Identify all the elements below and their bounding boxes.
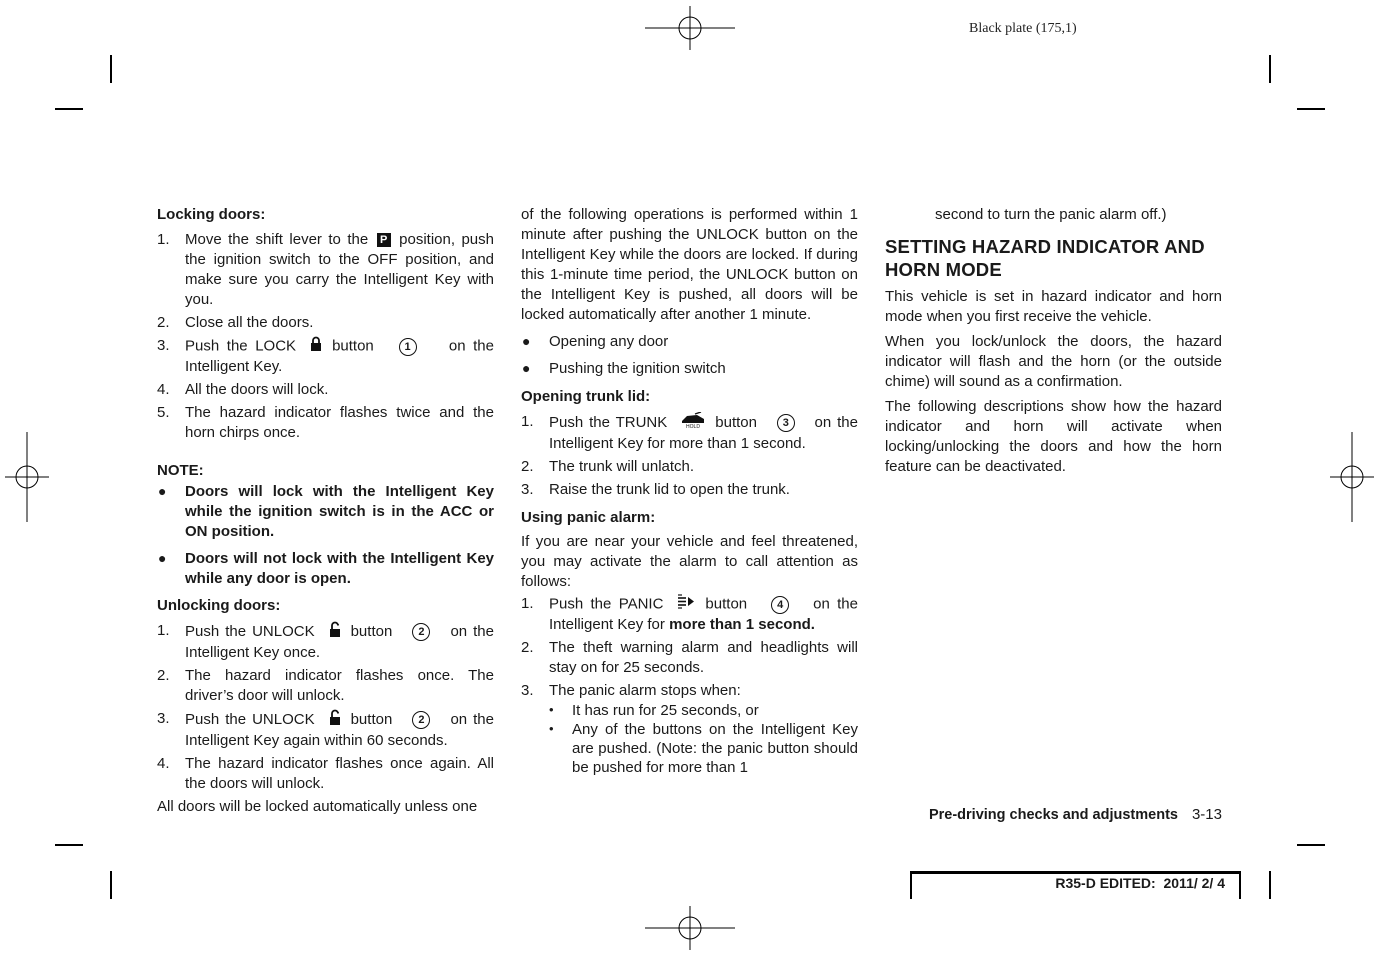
step-number: 5. — [157, 404, 170, 421]
step-number: 1. — [521, 413, 534, 430]
registration-mark-left — [5, 432, 49, 522]
plate-label: Black plate (175,1) — [969, 21, 1077, 36]
note-text: Doors will not lock with the Intelligent Key while any door is open. — [185, 550, 494, 587]
step-number: 4. — [157, 755, 170, 772]
paragraph: When you lock/unlock the doors, the hazard indicator will flash and the horn (or the outside chime) will sound as a confirmation. — [885, 333, 1222, 390]
registration-mark-top — [645, 6, 735, 50]
step-text: button — [350, 710, 393, 728]
step-text: button — [332, 337, 374, 355]
unlocking-heading: Unlocking doors: — [157, 597, 281, 614]
paragraph: This vehicle is set in hazard indicator and horn mode when you first receive the vehicle. — [885, 288, 1222, 325]
note-text: Doors will lock with the Intelligent Key while the ignition switch is in the ACC or ON position. — [185, 483, 494, 540]
step-text: on the Intelligent Key for — [549, 595, 858, 633]
step-text: on the Intelligent Key again within 60 seconds. — [185, 710, 494, 749]
list-item — [157, 230, 494, 310]
crop-mark — [1297, 844, 1325, 846]
auto-lock-text: All doors will be locked automatically unless one — [157, 798, 478, 815]
step-text: Push the UNLOCK — [185, 710, 315, 728]
list-item — [157, 336, 494, 377]
lock-icon — [310, 336, 322, 357]
step-number: 1. — [521, 595, 534, 612]
panic-icon — [677, 594, 695, 615]
list-item — [521, 681, 858, 777]
note-heading: NOTE: — [157, 462, 204, 479]
bullet-icon: • — [549, 702, 554, 717]
list-item — [549, 720, 858, 777]
bullet-text: Pushing the ignition switch — [549, 360, 726, 377]
list-item — [157, 403, 494, 443]
step-text: Raise the trunk lid to open the trunk. — [549, 481, 790, 498]
hold-label: HOLD — [686, 424, 701, 428]
list-item — [521, 359, 858, 379]
panic-stop-list — [549, 701, 858, 777]
list-item — [157, 666, 494, 706]
step-number: 2. — [521, 639, 534, 656]
list-item — [157, 313, 494, 333]
registration-mark-bottom — [645, 906, 735, 950]
trunk-heading: Opening trunk lid: — [521, 388, 651, 405]
list-item — [157, 621, 494, 663]
bullet-icon: ● — [522, 360, 531, 376]
step-emphasis: more than 1 second. — [669, 616, 815, 633]
list-item — [521, 638, 858, 678]
park-position-icon: P — [377, 233, 391, 247]
panic-intro: If you are near your vehicle and feel threatened, you may activate the alarm to call attention as follows: — [521, 533, 858, 590]
page-number: 3-13 — [1191, 806, 1222, 823]
section-name: Pre-driving checks and adjustments — [928, 807, 1178, 823]
step-number: 2. — [521, 458, 534, 475]
edited-box — [910, 871, 1241, 899]
step-number: 1. — [157, 231, 170, 248]
step-text: The theft warning alarm and headlights will stay on for 25 seconds. — [549, 639, 858, 676]
step-text: The hazard indicator flashes once. The driver’s door will unlock. — [185, 667, 494, 704]
step-text: Move the shift lever to the — [185, 231, 369, 248]
callout-number: 2 — [412, 711, 430, 729]
step-text: button — [350, 622, 393, 640]
step-text: Push the UNLOCK — [185, 622, 315, 640]
list-item — [549, 701, 858, 720]
step-number: 1. — [157, 622, 170, 639]
bullet-text: Any of the buttons on the Intelligent Key are pushed. (Note: the panic button should be pushed for more than 1 — [572, 721, 858, 776]
step-text: Push the LOCK — [185, 337, 297, 355]
column-2 — [521, 205, 858, 777]
trunk-steps — [521, 412, 858, 500]
step-text: Push the PANIC — [549, 595, 664, 613]
list-item — [521, 332, 858, 352]
notes-list — [157, 482, 494, 589]
unlock-icon — [329, 709, 341, 731]
bullet-icon: • — [549, 721, 554, 736]
column-3 — [885, 205, 1222, 482]
unlock-icon — [329, 621, 341, 643]
step-number: 2. — [157, 667, 170, 684]
step-text: The trunk will unlatch. — [549, 458, 695, 475]
crop-mark — [55, 844, 83, 846]
step-text: button — [705, 595, 748, 613]
step-text: on the Intelligent Key once. — [185, 622, 494, 661]
list-item — [157, 709, 494, 751]
bullet-text: It has run for 25 seconds, or — [572, 702, 759, 719]
bullet-icon: ● — [158, 550, 167, 566]
auto-lock-continued: of the following operations is performed within 1 minute after pushing the UNLOCK button on the Intelligent Key while the doors are locked. If during this 1-minute time period, the UNLOCK button on the Intelligent Key is pushed, all doors will be locked automatically after another 1 minute. — [521, 206, 858, 323]
paragraph: The following descriptions show how the hazard indicator and horn will activate when locking/unlocking the doors and how the horn feature can be deactivated. — [885, 398, 1222, 475]
crop-mark — [1269, 871, 1271, 899]
step-number: 3. — [521, 481, 534, 498]
locking-heading: Locking doors: — [157, 206, 266, 223]
operations-list — [521, 332, 858, 379]
bullet-text: Opening any door — [549, 333, 669, 350]
list-item — [157, 482, 494, 542]
bullet-icon: ● — [158, 483, 167, 499]
registration-mark-right — [1330, 432, 1374, 522]
list-item — [157, 380, 494, 400]
callout-number: 1 — [399, 338, 417, 356]
list-item — [521, 457, 858, 477]
step-text: The hazard indicator flashes once again. All the doors will unlock. — [185, 755, 494, 792]
panic-steps — [521, 594, 858, 777]
locking-steps — [157, 230, 494, 443]
crop-mark — [110, 871, 112, 899]
crop-mark — [55, 108, 83, 110]
step-text: Push the TRUNK — [549, 413, 668, 431]
bullet-icon: ● — [522, 333, 531, 349]
callout-number: 2 — [412, 623, 430, 641]
step-number: 3. — [157, 710, 170, 727]
step-text: The panic alarm stops when: — [549, 682, 741, 699]
callout-number: 4 — [771, 596, 789, 614]
step-text: on the Intelligent Key. — [185, 337, 494, 375]
list-item — [521, 594, 858, 635]
crop-mark — [1297, 108, 1325, 110]
edited-label: R35-D EDITED: 2011/ 2/ 4 — [1055, 875, 1225, 891]
trunk-icon — [681, 412, 705, 434]
unlocking-steps — [157, 621, 494, 794]
step-text: The hazard indicator flashes twice and the horn chirps once. — [185, 404, 494, 441]
list-item — [157, 754, 494, 794]
step-text: position, push the ignition switch to the OFF position, and make sure you carry the Intelligent Key with you. — [185, 231, 494, 308]
step-number: 2. — [157, 314, 170, 331]
step-number: 4. — [157, 381, 170, 398]
callout-number: 3 — [777, 414, 795, 432]
list-item — [521, 480, 858, 500]
crop-mark — [110, 55, 112, 83]
step-number: 3. — [157, 337, 170, 354]
page-footer — [885, 806, 1222, 823]
crop-mark — [1269, 55, 1271, 83]
list-item — [521, 412, 858, 454]
step-text: Close all the doors. — [185, 314, 314, 331]
list-item — [157, 549, 494, 589]
step-text: on the Intelligent Key for more than 1 second. — [549, 413, 858, 452]
step-number: 3. — [521, 682, 534, 699]
step-text: All the doors will lock. — [185, 381, 329, 398]
column-1 — [157, 205, 494, 817]
panic-heading: Using panic alarm: — [521, 509, 656, 526]
panic-note-continued: second to turn the panic alarm off.) — [935, 206, 1167, 223]
step-text: button — [715, 413, 757, 431]
section-title: SETTING HAZARD INDICATOR AND HORN MODE — [885, 236, 1205, 280]
